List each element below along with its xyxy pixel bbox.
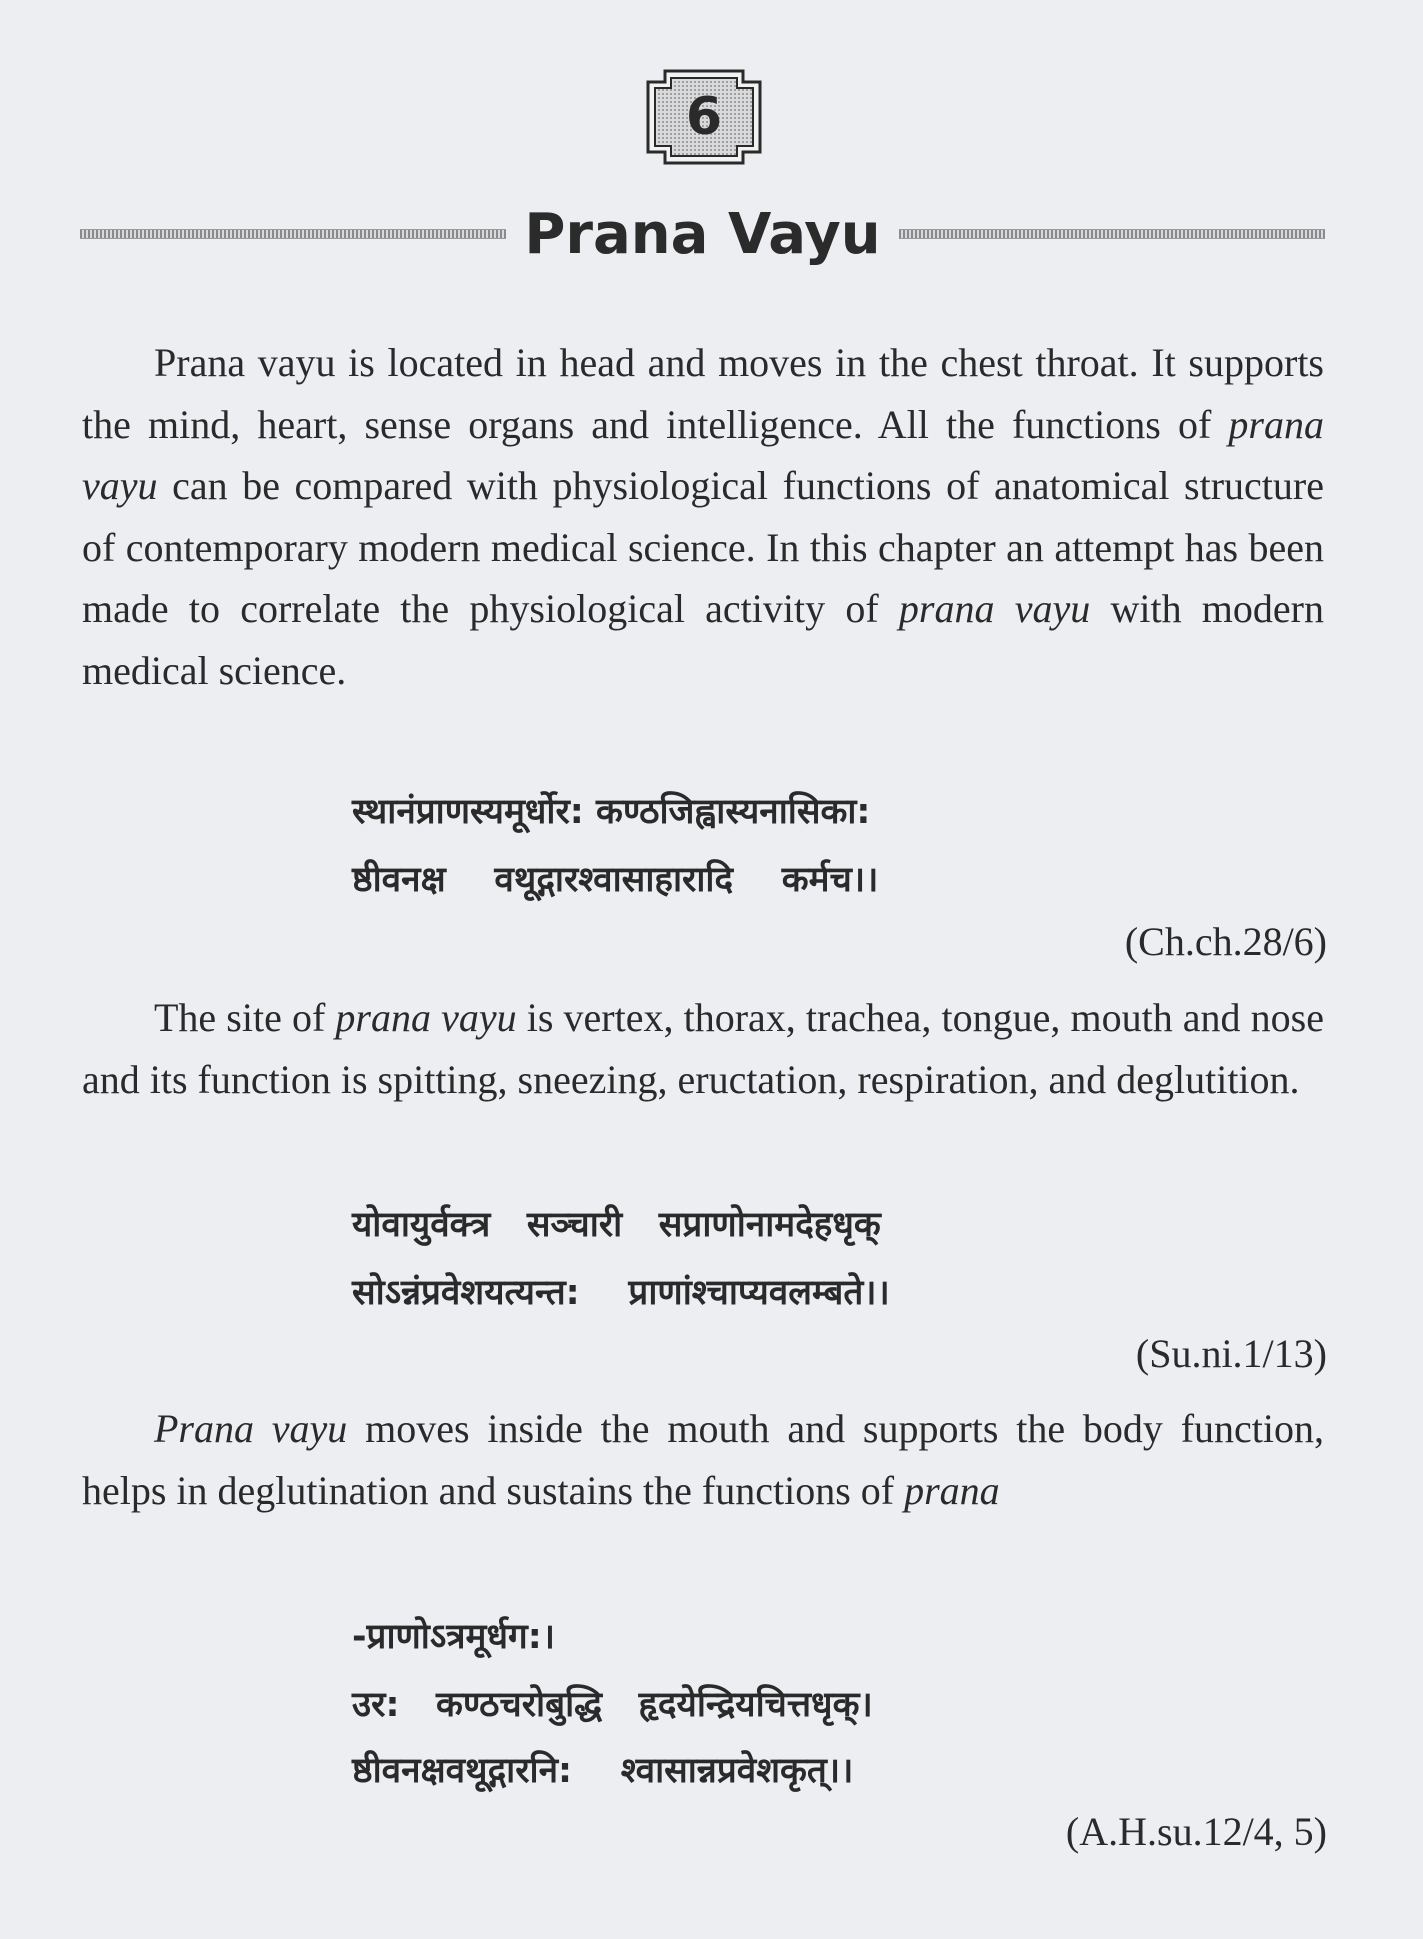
paragraph-text: can be compared with physiological functions of anatomical structure of contemporary modern medical science. In this chapter an attempt has been made to correlate the physiological activity of xyxy=(82,463,1324,631)
verse-3-line-1: -प्राणोऽत्रमूर्धग:। xyxy=(352,1617,555,1657)
title-rule-left xyxy=(80,229,506,239)
chapter-badge xyxy=(645,68,763,166)
verse-3-line-2: उर: कण्ठचरोबुद्धि हृदयेन्द्रियचित्तधृक्। xyxy=(352,1685,873,1725)
paragraph-mouth xyxy=(82,1398,1324,1521)
paragraph-text: is vertex, thorax, trachea, tongue, mouth and nose and its function is spitting, sneezing, eructation, respiration, and deglutition. xyxy=(82,995,1324,1102)
verse-2-reference: (Su.ni.1/13) xyxy=(1135,1331,1327,1376)
paragraph-text: moves inside the mouth and supports the body function, helps in deglutination and sustains the functions of xyxy=(82,1406,1325,1513)
paragraph-text: with modern medical science. xyxy=(82,586,1324,693)
italic-term: prana vayu xyxy=(82,401,1324,508)
italic-term: prana vayu xyxy=(335,995,517,1040)
paragraph-intro xyxy=(82,332,1324,701)
verse-2-line-2: सोऽन्नंप्रवेशयत्यन्त: प्राणांश्चाप्यवलम्बते।। xyxy=(352,1273,890,1313)
verse-3-line-3: ष्ठीवनक्षवथूद्गारनि: श्वासान्नप्रवेशकृत्।। xyxy=(352,1751,854,1791)
chapter-title-row xyxy=(80,192,1325,276)
verse-1-reference: (Ch.ch.28/6) xyxy=(1124,919,1327,964)
title-rule-right xyxy=(899,229,1325,239)
chapter-title: Prana Vayu xyxy=(524,201,881,267)
verse-1-line-1: स्थानंप्राणस्यमूर्धोर: कण्ठजिह्वास्यनासिका: xyxy=(352,792,871,832)
verse-3-reference: (A.H.su.12/4, 5) xyxy=(1065,1809,1327,1854)
paragraph-text: The site of xyxy=(154,995,336,1040)
italic-term: prana vayu xyxy=(898,586,1091,631)
paragraph-site xyxy=(82,987,1324,1110)
italic-term: Prana vayu xyxy=(154,1406,348,1451)
chapter-number: 6 xyxy=(685,87,723,147)
italic-term: prana xyxy=(904,1467,1000,1513)
paragraph-text: Prana vayu is located in head and moves in the chest throat. It supports the mind, heart, sense organs and intelligence. All the functions of xyxy=(82,340,1324,447)
verse-2-line-1: योवायुर्वक्त्र सञ्चारी सप्राणोनामदेहधृक् xyxy=(352,1205,881,1245)
verse-1-line-2: ष्ठीवनक्ष वथूद्गारश्वासाहारादि कर्मच।। xyxy=(352,860,879,900)
